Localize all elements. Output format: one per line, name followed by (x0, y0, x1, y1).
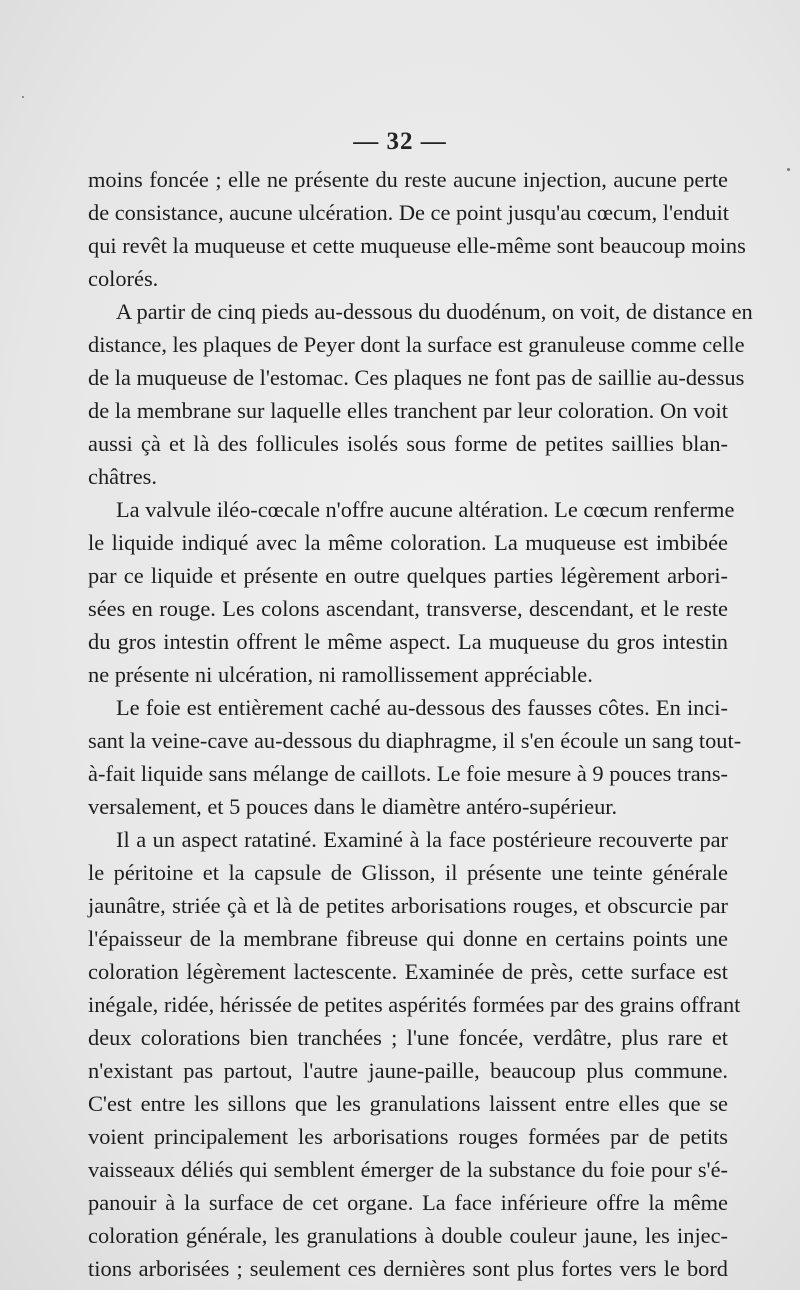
text-line: n'existant pas partout, l'autre jaune-paille, beaucoup plus commune. (88, 1058, 728, 1083)
text-line: le liquide indiqué avec la même coloration. La muqueuse est imbibée (88, 530, 728, 555)
text-line: coloration légèrement lactescente. Examinée de près, cette surface est (88, 959, 728, 984)
text-line: sant la veine-cave au-dessous du diaphragme, il s'en écoule un sang tout- (88, 728, 742, 753)
text-line: le péritoine et la capsule de Glisson, il présente une teinte générale (88, 860, 728, 885)
text-line: distance, les plaques de Peyer dont la surface est granuleuse comme celle (88, 332, 745, 357)
text-line: deux colorations bien tranchées ; l'une foncée, verdâtre, plus rare et (88, 1025, 728, 1050)
text-line: châtres. (88, 464, 157, 489)
text-line: jaunâtre, striée çà et là de petites arborisations rouges, et obscurcie par (88, 893, 728, 918)
text-line: par ce liquide et présente en outre quelques parties légèrement arbori- (88, 563, 728, 588)
paragraph (88, 493, 735, 691)
text-line: tions arborisées ; seulement ces dernières sont plus fortes vers le bord (88, 1256, 728, 1281)
text-line: qui revêt la muqueuse et cette muqueuse elle-même sont beaucoup moins (88, 233, 746, 258)
text-line: vaisseaux déliés qui semblent émerger de la substance du foie pour s'é- (88, 1157, 728, 1182)
paragraph (88, 295, 753, 493)
text-line: de consistance, aucune ulcération. De ce point jusqu'au cœcum, l'enduit (88, 200, 730, 225)
text-line: sées en rouge. Les colons ascendant, transverse, descendant, et le reste (88, 596, 728, 621)
paragraph (88, 691, 742, 823)
body-text (88, 163, 753, 1285)
text-line: voient principalement les arborisations rouges formées par de petits (88, 1124, 728, 1149)
print-speck (22, 96, 24, 98)
text-line: l'épaisseur de la membrane fibreuse qui donne en certains points une (88, 926, 728, 951)
print-speck (787, 168, 790, 171)
text-line: de la membrane sur laquelle elles tranchent par leur coloration. On voit (88, 398, 728, 423)
paragraph (88, 823, 741, 1285)
text-line: du gros intestin offrent le même aspect. La muqueuse du gros intestin (88, 629, 728, 654)
text-line: versalement, et 5 pouces dans le diamètre antéro-supérieur. (88, 794, 618, 819)
text-line: colorés. (88, 266, 159, 291)
text-line: Le foie est entièrement caché au-dessous des fausses côtes. En inci- (116, 695, 728, 720)
text-line: à-fait liquide sans mélange de caillots. Le foie mesure à 9 pouces trans- (88, 761, 728, 786)
paragraph (88, 163, 746, 295)
text-line: coloration générale, les granulations à double couleur jaune, les injec- (88, 1223, 728, 1248)
page-number: — 32 — (353, 128, 447, 155)
text-line: aussi çà et là des follicules isolés sous forme de petites saillies blan- (88, 431, 728, 456)
text-line: ne présente ni ulcération, ni ramollissement appréciable. (88, 662, 593, 687)
text-line: A partir de cinq pieds au-dessous du duodénum, on voit, de distance en (116, 299, 753, 324)
text-line: de la muqueuse de l'estomac. Ces plaques ne font pas de saillie au-dessus (88, 365, 745, 390)
text-line: La valvule iléo-cœcale n'offre aucune altération. Le cœcum renferme (116, 497, 735, 522)
text-line: moins foncée ; elle ne présente du reste aucune injection, aucune perte (88, 167, 728, 192)
text-line: panouir à la surface de cet organe. La face inférieure offre la même (88, 1190, 728, 1215)
text-line: Il a un aspect ratatiné. Examiné à la face postérieure recouverte par (116, 827, 728, 852)
text-line: inégale, ridée, hérissée de petites aspérités formées par des grains offrant (88, 992, 741, 1017)
text-line: C'est entre les sillons que les granulations laissent entre elles que se (88, 1091, 728, 1116)
